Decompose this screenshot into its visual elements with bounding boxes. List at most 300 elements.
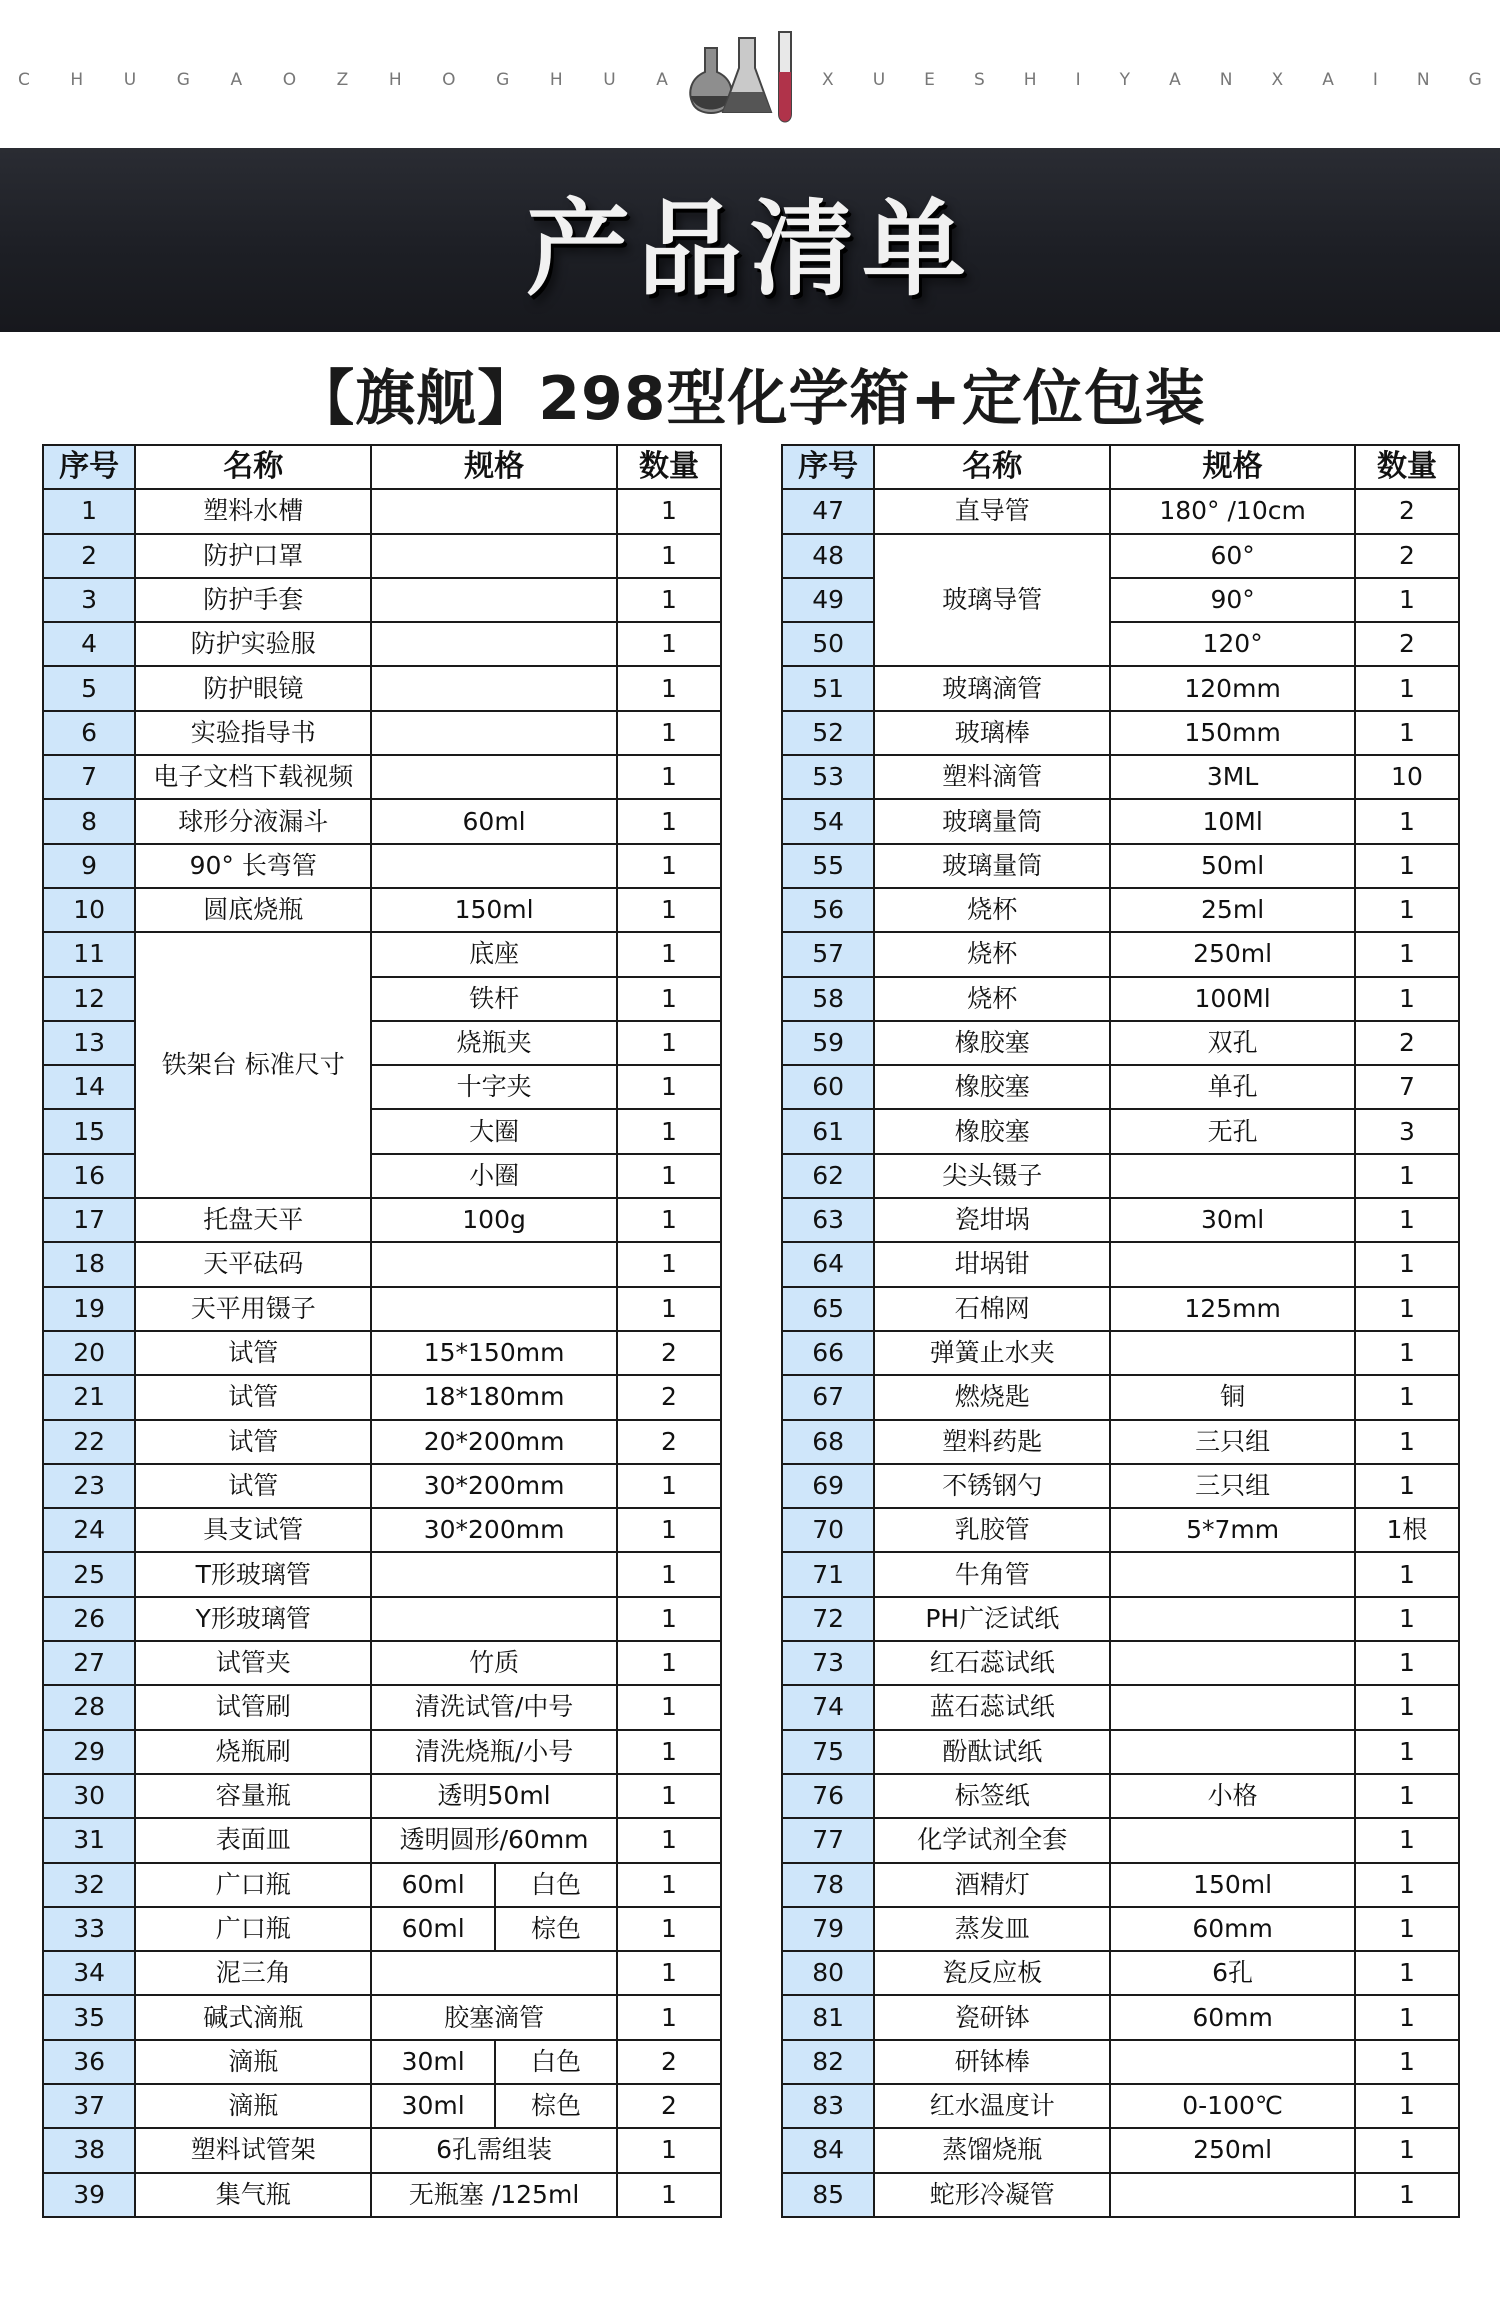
row-qty: 1 xyxy=(1355,1597,1459,1641)
row-name: 球形分液漏斗 xyxy=(135,799,371,843)
row-qty: 1 xyxy=(1355,711,1459,755)
table-header-row xyxy=(782,445,1459,489)
row-seq: 6 xyxy=(43,711,135,755)
header-seq: 序号 xyxy=(43,445,135,489)
row-seq: 36 xyxy=(43,2040,135,2084)
table-row xyxy=(782,666,1459,710)
row-qty: 1 xyxy=(1355,2040,1459,2084)
row-spec: 清洗试管/中号 xyxy=(371,1685,617,1729)
table-row xyxy=(782,2040,1459,2084)
row-qty: 1 xyxy=(1355,1198,1459,1242)
table-row xyxy=(782,2084,1459,2128)
row-qty: 1 xyxy=(1355,578,1459,622)
row-qty: 1 xyxy=(1355,844,1459,888)
row-spec: 30*200mm xyxy=(371,1508,617,1552)
table-row xyxy=(43,1375,721,1419)
row-seq: 23 xyxy=(43,1464,135,1508)
row-spec xyxy=(371,2040,617,2084)
row-name: 烧杯 xyxy=(874,888,1110,932)
brand-letter: H xyxy=(388,70,402,90)
row-spec xyxy=(371,1242,617,1286)
row-seq: 15 xyxy=(43,1109,135,1153)
row-name: 瓷坩埚 xyxy=(874,1198,1110,1242)
table-row xyxy=(782,534,1459,578)
row-name: 红石蕊试纸 xyxy=(874,1641,1110,1685)
row-spec: 三只组 xyxy=(1110,1464,1355,1508)
row-seq: 73 xyxy=(782,1641,874,1685)
row-spec xyxy=(1110,1818,1355,1862)
row-qty: 1 xyxy=(617,2173,721,2217)
row-name: 直导管 xyxy=(874,489,1110,533)
row-spec: 单孔 xyxy=(1110,1065,1355,1109)
row-spec: 10Ml xyxy=(1110,799,1355,843)
header-seq: 序号 xyxy=(782,445,874,489)
row-name: 塑料滴管 xyxy=(874,755,1110,799)
row-name: 圆底烧瓶 xyxy=(135,888,371,932)
table-row xyxy=(43,1552,721,1596)
row-name: 石棉网 xyxy=(874,1287,1110,1331)
row-spec: 清洗烧瓶/小号 xyxy=(371,1730,617,1774)
row-name: 蛇形冷凝管 xyxy=(874,2173,1110,2217)
row-spec xyxy=(371,1907,617,1951)
row-qty: 1 xyxy=(617,534,721,578)
row-seq: 20 xyxy=(43,1331,135,1375)
header-spec: 规格 xyxy=(1110,445,1355,489)
row-spec xyxy=(1110,1597,1355,1641)
row-seq: 12 xyxy=(43,977,135,1021)
row-qty: 7 xyxy=(1355,1065,1459,1109)
row-spec: 18*180mm xyxy=(371,1375,617,1419)
table-row xyxy=(782,977,1459,1021)
table-row xyxy=(782,844,1459,888)
table-row xyxy=(43,1641,721,1685)
row-qty: 1 xyxy=(1355,977,1459,1021)
brand-letter: Y xyxy=(1119,70,1131,90)
row-seq: 53 xyxy=(782,755,874,799)
row-seq: 30 xyxy=(43,1774,135,1818)
row-name: 玻璃滴管 xyxy=(874,666,1110,710)
row-qty: 1 xyxy=(617,1995,721,2039)
row-spec: 25ml xyxy=(1110,888,1355,932)
table-row xyxy=(43,489,721,533)
table-row xyxy=(43,1730,721,1774)
row-spec: 双孔 xyxy=(1110,1021,1355,1065)
row-qty: 2 xyxy=(1355,1021,1459,1065)
row-spec: 60mm xyxy=(1110,1995,1355,2039)
table-row xyxy=(782,1863,1459,1907)
row-seq: 22 xyxy=(43,1420,135,1464)
row-name: 铁架台 标准尺寸 xyxy=(135,932,371,1198)
row-seq: 85 xyxy=(782,2173,874,2217)
table-row xyxy=(43,1995,721,2039)
row-seq: 26 xyxy=(43,1597,135,1641)
row-qty: 1根 xyxy=(1355,1508,1459,1552)
row-name: 橡胶塞 xyxy=(874,1065,1110,1109)
table-row xyxy=(43,711,721,755)
row-qty: 1 xyxy=(617,932,721,976)
table-row xyxy=(782,1685,1459,1729)
row-name: 燃烧匙 xyxy=(874,1375,1110,1419)
row-qty: 1 xyxy=(617,1907,721,1951)
row-name: 玻璃导管 xyxy=(874,534,1110,667)
row-qty: 1 xyxy=(617,1863,721,1907)
table-row xyxy=(43,1287,721,1331)
row-name: 塑料水槽 xyxy=(135,489,371,533)
table-row xyxy=(43,1863,721,1907)
row-name: 橡胶塞 xyxy=(874,1021,1110,1065)
row-qty: 1 xyxy=(617,622,721,666)
row-qty: 1 xyxy=(1355,888,1459,932)
header-qty: 数量 xyxy=(617,445,721,489)
row-name: 弹簧止水夹 xyxy=(874,1331,1110,1375)
row-qty: 1 xyxy=(617,844,721,888)
row-name: 泥三角 xyxy=(135,1951,371,1995)
table-row xyxy=(782,1420,1459,1464)
table-row xyxy=(782,711,1459,755)
table-row xyxy=(782,1242,1459,1286)
row-qty: 2 xyxy=(617,2084,721,2128)
row-name: 乳胶管 xyxy=(874,1508,1110,1552)
row-spec: 6孔需组装 xyxy=(371,2128,617,2172)
row-seq: 62 xyxy=(782,1154,874,1198)
row-spec: 透明50ml xyxy=(371,1774,617,1818)
brand-letter: A xyxy=(1169,70,1181,90)
row-qty: 1 xyxy=(1355,1331,1459,1375)
row-qty: 2 xyxy=(617,1331,721,1375)
table-row xyxy=(43,932,721,976)
header-name: 名称 xyxy=(135,445,371,489)
brand-letter: C xyxy=(18,70,30,90)
row-seq: 25 xyxy=(43,1552,135,1596)
brand-letter: N xyxy=(1416,70,1430,90)
row-qty: 1 xyxy=(617,1287,721,1331)
row-seq: 78 xyxy=(782,1863,874,1907)
table-row xyxy=(782,1154,1459,1198)
row-qty: 3 xyxy=(1355,1109,1459,1153)
brand-letter: A xyxy=(1322,70,1334,90)
product-list-right xyxy=(781,444,1460,2218)
brand-letter: O xyxy=(442,70,456,90)
row-qty: 1 xyxy=(1355,1685,1459,1729)
row-spec xyxy=(1110,1730,1355,1774)
row-seq: 51 xyxy=(782,666,874,710)
row-spec: 150mm xyxy=(1110,711,1355,755)
table-row xyxy=(782,755,1459,799)
table-row xyxy=(43,1597,721,1641)
title-banner xyxy=(0,148,1500,332)
row-qty: 1 xyxy=(617,1951,721,1995)
row-qty: 2 xyxy=(617,1375,721,1419)
row-qty: 1 xyxy=(617,1818,721,1862)
row-name: 酒精灯 xyxy=(874,1863,1110,1907)
table-row xyxy=(782,1287,1459,1331)
table-row xyxy=(782,799,1459,843)
table-row xyxy=(43,799,721,843)
brand-letter: X xyxy=(1271,70,1284,90)
row-qty: 1 xyxy=(1355,1287,1459,1331)
row-seq: 54 xyxy=(782,799,874,843)
product-subtitle: 【旗舰】298型化学箱+定位包装 xyxy=(294,364,1206,434)
row-spec xyxy=(371,755,617,799)
row-spec: 20*200mm xyxy=(371,1420,617,1464)
table-row xyxy=(43,666,721,710)
row-qty: 1 xyxy=(617,1154,721,1198)
row-seq: 68 xyxy=(782,1420,874,1464)
row-qty: 1 xyxy=(1355,1375,1459,1419)
row-spec xyxy=(371,578,617,622)
table-row xyxy=(43,1198,721,1242)
header-name: 名称 xyxy=(874,445,1110,489)
row-name: 玻璃量筒 xyxy=(874,844,1110,888)
row-name: 尖头镊子 xyxy=(874,1154,1110,1198)
row-name: 牛角管 xyxy=(874,1552,1110,1596)
row-spec xyxy=(1110,1331,1355,1375)
row-spec: 150ml xyxy=(1110,1863,1355,1907)
table-row xyxy=(782,1464,1459,1508)
row-spec: 胶塞滴管 xyxy=(371,1995,617,2039)
table-row xyxy=(43,1774,721,1818)
row-spec: 铁杆 xyxy=(371,977,617,1021)
table-row xyxy=(43,2173,721,2217)
table-row xyxy=(43,1818,721,1862)
brand-letter: G xyxy=(176,70,190,90)
row-spec: 90° xyxy=(1110,578,1355,622)
row-name: 玻璃量筒 xyxy=(874,799,1110,843)
row-seq: 77 xyxy=(782,1818,874,1862)
row-seq: 57 xyxy=(782,932,874,976)
row-qty: 2 xyxy=(617,2040,721,2084)
row-spec: 无孔 xyxy=(1110,1109,1355,1153)
row-seq: 3 xyxy=(43,578,135,622)
row-seq: 24 xyxy=(43,1508,135,1552)
table-row xyxy=(782,1730,1459,1774)
row-seq: 14 xyxy=(43,1065,135,1109)
row-spec xyxy=(371,844,617,888)
row-qty: 1 xyxy=(617,1109,721,1153)
row-spec-size: 30ml xyxy=(372,2041,496,2083)
row-name: 托盘天平 xyxy=(135,1198,371,1242)
row-name: 滴瓶 xyxy=(135,2040,371,2084)
row-seq: 52 xyxy=(782,711,874,755)
row-spec xyxy=(371,1863,617,1907)
row-seq: 32 xyxy=(43,1863,135,1907)
brand-letter: H xyxy=(549,70,563,90)
table-row xyxy=(782,1109,1459,1153)
row-qty: 1 xyxy=(1355,1242,1459,1286)
row-qty: 1 xyxy=(617,1774,721,1818)
row-name: 瓷研钵 xyxy=(874,1995,1110,2039)
row-spec: 底座 xyxy=(371,932,617,976)
row-spec: 烧瓶夹 xyxy=(371,1021,617,1065)
row-spec: 无瓶塞 /125ml xyxy=(371,2173,617,2217)
row-spec-color: 棕色 xyxy=(530,2090,581,2120)
row-spec xyxy=(1110,1242,1355,1286)
table-row xyxy=(43,1464,721,1508)
brand-letter: A xyxy=(230,70,243,90)
row-seq: 66 xyxy=(782,1331,874,1375)
row-spec xyxy=(371,666,617,710)
row-name: 试管刷 xyxy=(135,1685,371,1729)
row-name: 化学试剂全套 xyxy=(874,1818,1110,1862)
table-row xyxy=(782,1818,1459,1862)
row-name: 防护实验服 xyxy=(135,622,371,666)
table-row xyxy=(43,2084,721,2128)
brand-pinyin-left xyxy=(18,70,668,100)
row-qty: 1 xyxy=(1355,1863,1459,1907)
row-name: 标签纸 xyxy=(874,1774,1110,1818)
brand-letter: N xyxy=(1219,70,1233,90)
table-row xyxy=(782,1198,1459,1242)
row-spec xyxy=(371,622,617,666)
row-spec xyxy=(1110,1685,1355,1729)
row-qty: 1 xyxy=(1355,1995,1459,2039)
row-spec: 125mm xyxy=(1110,1287,1355,1331)
row-name: 广口瓶 xyxy=(135,1907,371,1951)
table-row xyxy=(43,1907,721,1951)
row-spec: 15*150mm xyxy=(371,1331,617,1375)
row-spec: 三只组 xyxy=(1110,1420,1355,1464)
table-row xyxy=(43,2040,721,2084)
row-name: 坩埚钳 xyxy=(874,1242,1110,1286)
table-row xyxy=(782,2173,1459,2217)
row-spec xyxy=(371,534,617,578)
brand-letter: G xyxy=(496,70,510,90)
row-spec: 大圈 xyxy=(371,1109,617,1153)
row-qty: 1 xyxy=(617,1641,721,1685)
row-seq: 37 xyxy=(43,2084,135,2128)
row-spec xyxy=(1110,2040,1355,2084)
table-header-row xyxy=(43,445,721,489)
brand-letter: H xyxy=(70,70,84,90)
row-seq: 19 xyxy=(43,1287,135,1331)
row-seq: 35 xyxy=(43,1995,135,2039)
row-seq: 63 xyxy=(782,1198,874,1242)
row-name: 防护眼镜 xyxy=(135,666,371,710)
row-qty: 1 xyxy=(1355,1552,1459,1596)
row-spec-size: 30ml xyxy=(372,2085,496,2127)
table-row xyxy=(43,888,721,932)
row-spec-size: 60ml xyxy=(372,1864,496,1906)
row-name: 蓝石蕊试纸 xyxy=(874,1685,1110,1729)
row-qty: 1 xyxy=(1355,1154,1459,1198)
row-name: 表面皿 xyxy=(135,1818,371,1862)
row-qty: 1 xyxy=(1355,799,1459,843)
row-name: Y形玻璃管 xyxy=(135,1597,371,1641)
row-spec: 十字夹 xyxy=(371,1065,617,1109)
row-name: PH广泛试纸 xyxy=(874,1597,1110,1641)
row-qty: 2 xyxy=(1355,489,1459,533)
row-seq: 49 xyxy=(782,578,874,622)
row-seq: 81 xyxy=(782,1995,874,2039)
row-name: 不锈钢勺 xyxy=(874,1464,1110,1508)
row-spec-color: 白色 xyxy=(530,2046,581,2076)
row-spec: 6孔 xyxy=(1110,1951,1355,1995)
table-row xyxy=(43,1420,721,1464)
row-spec: 150ml xyxy=(371,888,617,932)
row-spec: 竹质 xyxy=(371,1641,617,1685)
brand-letter: E xyxy=(924,70,935,90)
row-seq: 34 xyxy=(43,1951,135,1995)
row-qty: 1 xyxy=(1355,1774,1459,1818)
table-row xyxy=(782,1995,1459,2039)
table-row xyxy=(782,2128,1459,2172)
row-name: 具支试管 xyxy=(135,1508,371,1552)
row-seq: 10 xyxy=(43,888,135,932)
table-row xyxy=(782,1375,1459,1419)
row-qty: 1 xyxy=(617,1464,721,1508)
row-seq: 8 xyxy=(43,799,135,843)
row-seq: 16 xyxy=(43,1154,135,1198)
row-spec: 60° xyxy=(1110,534,1355,578)
row-qty: 1 xyxy=(617,1597,721,1641)
row-name: 滴瓶 xyxy=(135,2084,371,2128)
row-qty: 1 xyxy=(617,489,721,533)
brand-letter: Z xyxy=(336,70,349,90)
row-seq: 64 xyxy=(782,1242,874,1286)
row-spec: 50ml xyxy=(1110,844,1355,888)
table-row xyxy=(782,888,1459,932)
table-row xyxy=(782,1597,1459,1641)
row-qty: 1 xyxy=(1355,2128,1459,2172)
row-seq: 48 xyxy=(782,534,874,578)
brand-letter: A xyxy=(656,70,668,90)
brand-letter: S xyxy=(973,70,985,90)
row-qty: 1 xyxy=(1355,1818,1459,1862)
row-name: 橡胶塞 xyxy=(874,1109,1110,1153)
row-spec: 0-100℃ xyxy=(1110,2084,1355,2128)
row-seq: 4 xyxy=(43,622,135,666)
row-qty: 1 xyxy=(617,666,721,710)
row-seq: 61 xyxy=(782,1109,874,1153)
row-seq: 29 xyxy=(43,1730,135,1774)
table-row xyxy=(43,1508,721,1552)
row-qty: 1 xyxy=(617,977,721,1021)
row-spec xyxy=(371,2084,617,2128)
row-name: 试管 xyxy=(135,1375,371,1419)
brand-letter: H xyxy=(1023,70,1037,90)
row-spec xyxy=(1110,1552,1355,1596)
row-qty: 1 xyxy=(617,755,721,799)
row-seq: 83 xyxy=(782,2084,874,2128)
table-row xyxy=(43,755,721,799)
table-row xyxy=(43,1685,721,1729)
row-name: 烧瓶刷 xyxy=(135,1730,371,1774)
row-seq: 39 xyxy=(43,2173,135,2217)
row-name: 玻璃棒 xyxy=(874,711,1110,755)
row-seq: 82 xyxy=(782,2040,874,2084)
row-name: 容量瓶 xyxy=(135,1774,371,1818)
row-name: 试管 xyxy=(135,1331,371,1375)
banner-title: 产品清单 xyxy=(525,188,974,310)
brand-letter: I xyxy=(1075,70,1081,90)
row-seq: 76 xyxy=(782,1774,874,1818)
row-qty: 1 xyxy=(1355,1951,1459,1995)
row-seq: 74 xyxy=(782,1685,874,1729)
row-seq: 70 xyxy=(782,1508,874,1552)
row-seq: 9 xyxy=(43,844,135,888)
row-name: 烧杯 xyxy=(874,977,1110,1021)
row-seq: 60 xyxy=(782,1065,874,1109)
row-spec xyxy=(371,1597,617,1641)
row-qty: 1 xyxy=(617,1242,721,1286)
row-spec-color: 白色 xyxy=(530,1869,581,1899)
row-seq: 50 xyxy=(782,622,874,666)
table-row xyxy=(782,1065,1459,1109)
row-spec: 30*200mm xyxy=(371,1464,617,1508)
row-name: 集气瓶 xyxy=(135,2173,371,2217)
brand-letter: U xyxy=(123,70,137,90)
table-row xyxy=(43,1951,721,1995)
